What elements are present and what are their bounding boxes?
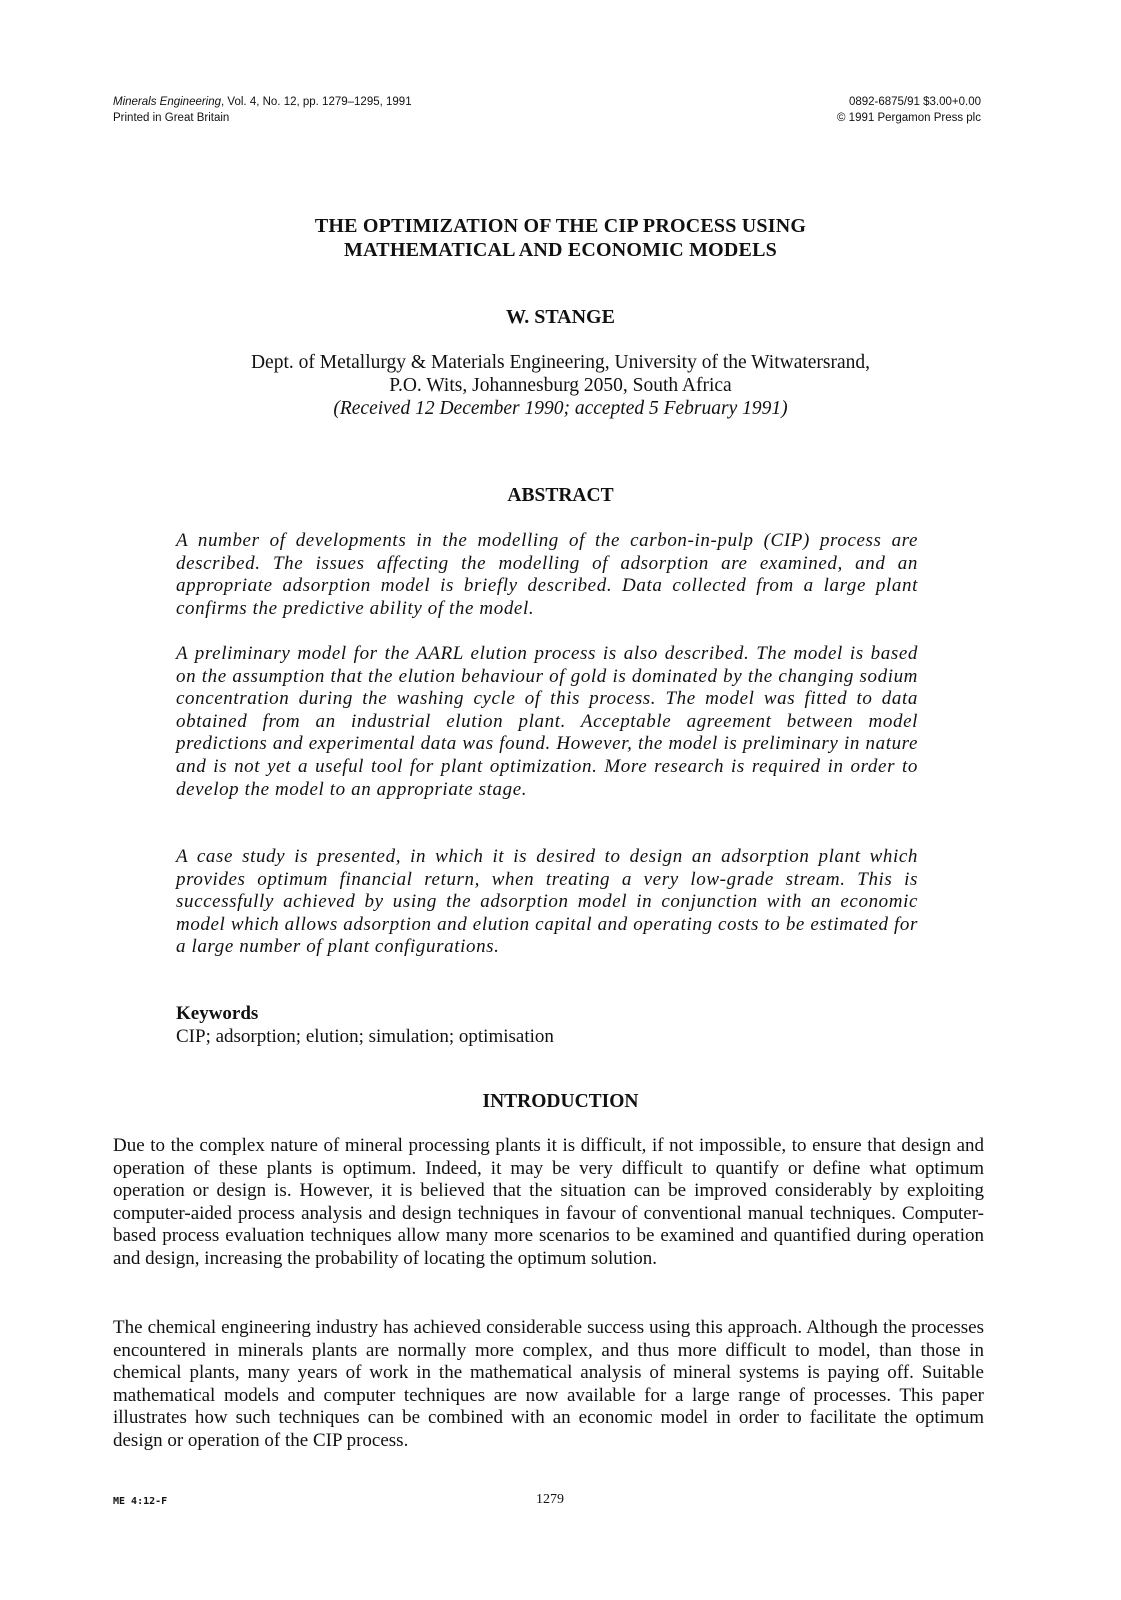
journal-citation (113, 94, 412, 126)
footer-code: ME 4:12-F (113, 1496, 168, 1507)
citation-details: , Vol. 4, No. 12, pp. 1279–1295, 1991 (221, 96, 412, 108)
affiliation (0, 351, 1121, 420)
abstract-text-3: A case study is presented, in which it is desired to design an adsorption plant which provides optimum financial return, when treating a very low-grade stream. This is successfully achieved by using the adsorption model in conjunction with an economic model which allows adsorption and elution capital and operating costs to be estimated for a large number of plant configurations. (176, 846, 918, 958)
abstract-text-1: A number of developments in the modelling of the carbon-in-pulp (CIP) process are described. The issues affecting the modelling of adsorption are examined, and an appropriate adsorption model is briefly described. Data collected from a large plant confirms the predictive ability of the model. (176, 530, 918, 619)
journal-citation-line (113, 94, 412, 110)
affiliation-line-1: Dept. of Metallurgy & Materials Engineering, University of the Witwatersrand, (250, 352, 871, 373)
introduction-text-2: The chemical engineering industry has achieved considerable success using this approach. Although the processes encountered in minerals plants are normally more complex, and thus more difficult to model, than those in chemical plants, many years of work in the mathematical analysis of mineral systems is paying off. Suitable mathematical models and computer techniques are now available for a large range of processes. This paper illustrates how such techniques can be combined with an economic model in order to facilitate the optimum design or operation of the CIP process. (113, 1317, 984, 1451)
affiliation-line-2: P.O. Wits, Johannesburg 2050, South Africa (389, 375, 732, 396)
abstract-paragraph-2 (176, 643, 918, 801)
printed-location: Printed in Great Britain (113, 112, 230, 124)
received-dates: (Received 12 December 1990; accepted 5 February 1991) (333, 398, 788, 419)
author-name: W. STANGE (506, 306, 615, 328)
copyright-notice: © 1991 Pergamon Press plc (837, 112, 981, 124)
introduction-paragraph-1 (113, 1135, 984, 1270)
paper-title (0, 214, 1121, 262)
keywords-list: CIP; adsorption; elution; simulation; optimisation (176, 1026, 554, 1047)
introduction-text-1: Due to the complex nature of mineral processing plants it is difficult, if not impossible, to ensure that design and operation of these plants is optimum. Indeed, it may be very difficult to quantify or define what optimum operation or design is. However, it is believed that the situation can be improved considerably by exploiting computer-aided process analysis and design techniques in favour of conventional manual techniques. Computer-based process evaluation techniques allow many more scenarios to be examined and quantified during operation and design, increasing the probability of locating the optimum solution. (113, 1135, 984, 1269)
introduction-heading: INTRODUCTION (482, 1091, 639, 1112)
journal-name: Minerals Engineering (113, 96, 222, 108)
title-line-2: MATHEMATICAL AND ECONOMIC MODELS (344, 239, 777, 261)
keywords-block (176, 1002, 554, 1048)
publisher-info (837, 94, 981, 126)
page-number: 1279 (536, 1492, 564, 1507)
abstract-paragraph-1 (176, 530, 918, 620)
keywords-heading: Keywords (176, 1003, 259, 1024)
issn-price: 0892-6875/91 $3.00+0.00 (848, 96, 981, 108)
title-line-1: THE OPTIMIZATION OF THE CIP PROCESS USING (314, 215, 807, 237)
abstract-text-2: A preliminary model for the AARL elution process is also described. The model is based on the assumption that the elution behaviour of gold is dominated by the changing sodium concentration during the washing cycle of this process. The model was fitted to data obtained from an industrial elution plant. Acceptable agreement between model predictions and experimental data was found. However, the model is preliminary in nature and is not yet a useful tool for plant optimization. More research is required in order to develop the model to an appropriate stage. (176, 643, 918, 800)
introduction-paragraph-2 (113, 1317, 984, 1452)
abstract-paragraph-3 (176, 846, 918, 959)
abstract-heading: ABSTRACT (507, 485, 614, 506)
